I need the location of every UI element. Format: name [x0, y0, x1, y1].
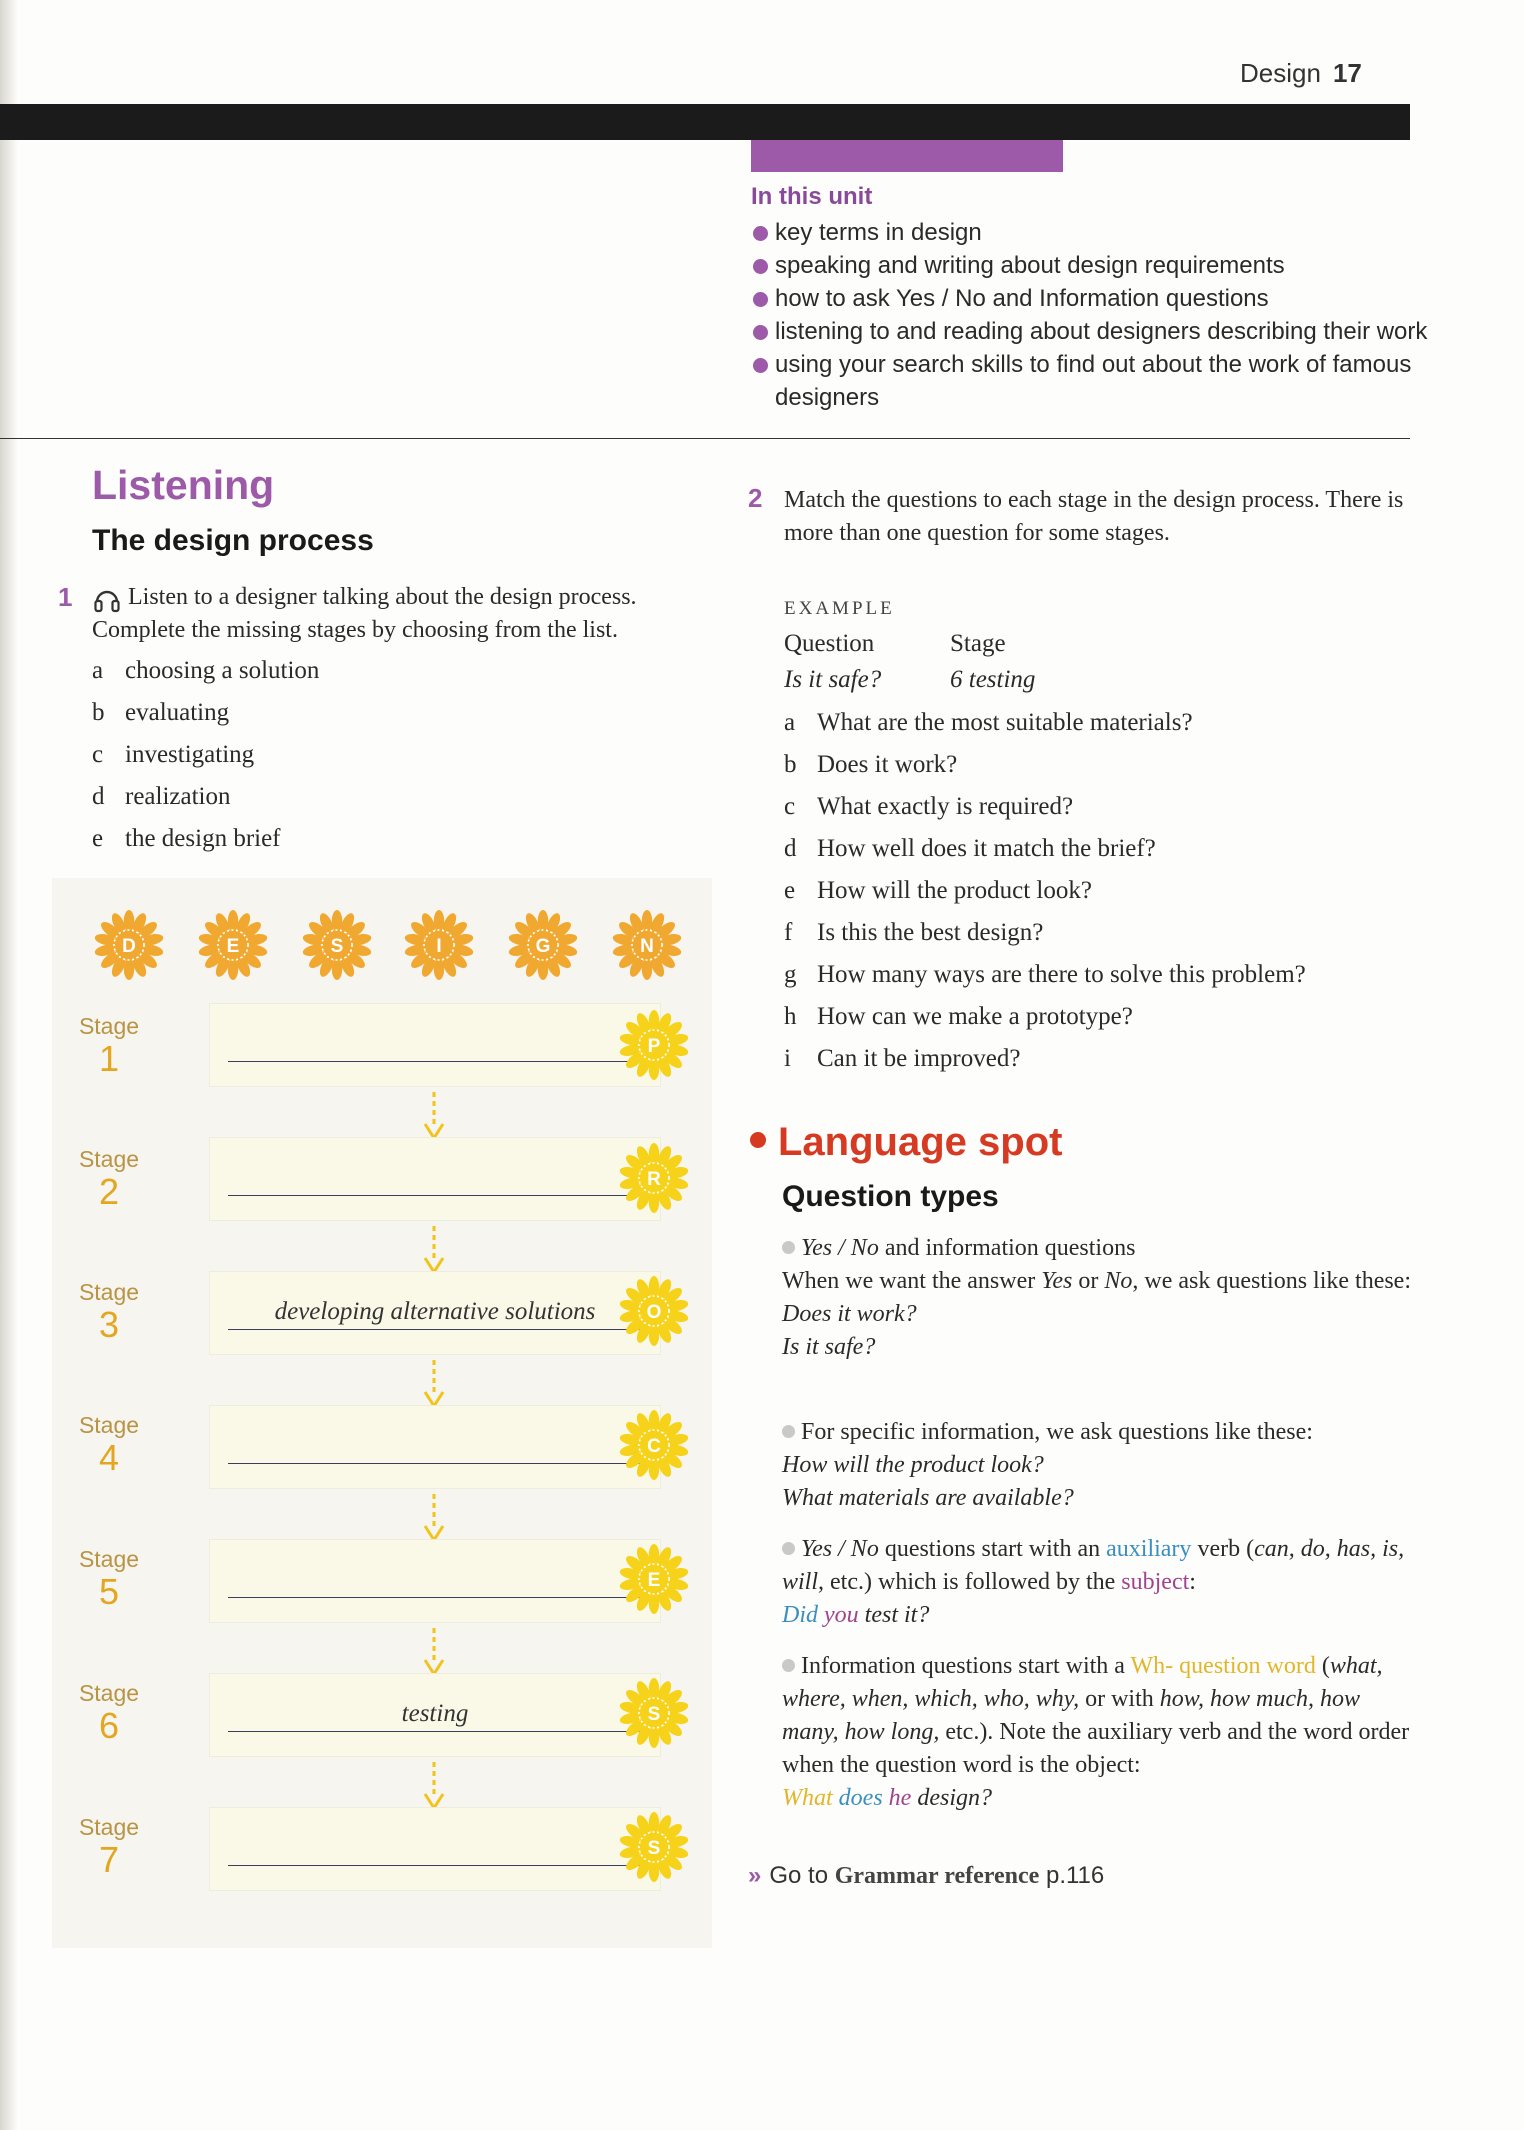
stage-label: Stage 1: [78, 1013, 140, 1079]
arrow-down-icon: [422, 1760, 446, 1812]
flower-letter-icon: [617, 1542, 691, 1616]
language-point-3: Yes / No questions start with an auxiliary verb (can, do, has, is, will, etc.) which is followed by the subject: Did you test it?: [782, 1536, 1405, 1628]
grey-bullet-icon: [782, 1241, 795, 1254]
grammar-reference-link[interactable]: » Go to Grammar reference p.116: [748, 1862, 1105, 1889]
stage-answer-box[interactable]: [210, 1004, 660, 1086]
flower-letter-icon: [92, 908, 166, 982]
svg-text:R: R: [647, 1169, 661, 1190]
svg-text:I: I: [436, 936, 442, 957]
example-col-stage: Stage: [950, 630, 1006, 657]
svg-text:N: N: [640, 936, 654, 957]
design-process-diagram: [52, 878, 712, 1948]
example-label: EXAMPLE: [784, 598, 895, 619]
flower-letter-icon: [617, 1008, 691, 1082]
unit-box-list: [751, 216, 1431, 414]
list-item: i Can it be improved?: [784, 1045, 1021, 1072]
unit-item: key terms in design: [751, 216, 1431, 249]
top-black-bar: [0, 104, 1410, 140]
svg-text:S: S: [647, 1704, 661, 1725]
example-question: Is it safe?: [784, 666, 882, 693]
flower-letter-icon: [617, 1676, 691, 1750]
list-item: d How well does it match the brief?: [784, 835, 1156, 862]
svg-text:S: S: [647, 1838, 661, 1859]
flower-letter-icon: [300, 908, 374, 982]
list-item: g How many ways are there to solve this problem?: [784, 961, 1306, 988]
svg-text:E: E: [647, 1570, 661, 1591]
flower-letter-icon: [617, 1810, 691, 1884]
stage-answer-box: testing: [210, 1674, 660, 1756]
exercise-1-number: 1: [58, 582, 73, 612]
stage-label: Stage 3: [78, 1279, 140, 1345]
stage-answer-box[interactable]: [210, 1406, 660, 1488]
exercise-2-instruction: Match the questions to each stage in the design process. There is more than one question for some stages.: [784, 487, 1404, 546]
list-item: e the design brief: [92, 825, 281, 852]
exercise-2-number: 2: [748, 483, 763, 513]
stage-answer-box[interactable]: [210, 1138, 660, 1220]
list-item: c investigating: [92, 741, 255, 768]
section-divider: [0, 438, 1410, 439]
unit-purple-bar: [751, 140, 1063, 172]
svg-text:E: E: [226, 936, 240, 957]
arrow-down-icon: [422, 1626, 446, 1678]
svg-text:P: P: [647, 1036, 661, 1057]
exercise-2-questions: [784, 702, 1306, 1080]
svg-text:S: S: [330, 936, 344, 957]
list-item: a choosing a solution: [92, 657, 320, 684]
flower-letter-icon: [617, 1274, 691, 1348]
list-item: h How can we make a prototype?: [784, 1003, 1133, 1030]
list-item: f Is this the best design?: [784, 919, 1044, 946]
arrow-down-icon: [422, 1358, 446, 1410]
language-point-4: Information questions start with a Wh- question word (what, where, when, which, who, why, or with how, how much, how many, how long, etc.). Note the auxiliary verb and the word order when the question word is the object: What does he design?: [782, 1653, 1410, 1811]
page-number: 17: [1332, 58, 1362, 88]
list-item: d realization: [92, 783, 231, 810]
language-spot-heading: Language spot: [750, 1120, 1062, 1165]
example-col-question: Question: [784, 630, 875, 657]
example-stage: 6 testing: [950, 666, 1036, 693]
red-bullet-icon: [750, 1132, 766, 1148]
stage-label: Stage 6: [78, 1680, 140, 1746]
unit-item: using your search skills to find out about the work of famous designers: [751, 348, 1431, 414]
list-item: c What exactly is required?: [784, 793, 1074, 820]
grey-bullet-icon: [782, 1542, 795, 1555]
stage-answer-box[interactable]: [210, 1540, 660, 1622]
grey-bullet-icon: [782, 1425, 795, 1438]
flower-letter-icon: [506, 908, 580, 982]
stage-label: Stage 5: [78, 1546, 140, 1612]
stage-label: Stage 7: [78, 1814, 140, 1880]
svg-text:O: O: [646, 1302, 662, 1323]
unit-box-title: In this unit: [751, 183, 873, 210]
list-item: e How will the product look?: [784, 877, 1092, 904]
svg-text:C: C: [647, 1436, 661, 1457]
flower-letter-icon: [402, 908, 476, 982]
listening-heading: Listening: [92, 462, 275, 508]
exercise-1-options: [92, 650, 319, 860]
unit-item: listening to and reading about designers describing their work: [751, 315, 1431, 348]
svg-text:D: D: [122, 936, 136, 957]
running-head: [1240, 58, 1362, 89]
arrow-down-icon: [422, 1224, 446, 1276]
running-head-section: Design: [1240, 58, 1321, 88]
list-item: b evaluating: [92, 699, 230, 726]
flower-letter-icon: [617, 1141, 691, 1215]
stage-label: Stage 4: [78, 1412, 140, 1478]
flower-letter-icon: [196, 908, 270, 982]
arrow-down-icon: [422, 1492, 446, 1544]
double-chevron-icon: »: [748, 1862, 762, 1889]
svg-text:G: G: [535, 936, 551, 957]
list-item: a What are the most suitable materials?: [784, 709, 1193, 736]
flower-letter-icon: [610, 908, 684, 982]
grey-bullet-icon: [782, 1659, 795, 1672]
list-item: b Does it work?: [784, 751, 958, 778]
unit-item: speaking and writing about design requirements: [751, 249, 1431, 282]
language-point-2: For specific information, we ask questions like these: How will the product look? What materials are available?: [782, 1419, 1313, 1511]
arrow-down-icon: [422, 1090, 446, 1142]
language-point-1: Yes / No and information questions When we want the answer Yes or No, we ask questions like these: Does it work? Is it safe?: [782, 1235, 1412, 1360]
stage-answer-box[interactable]: [210, 1808, 660, 1890]
flower-letter-icon: [617, 1408, 691, 1482]
stage-label: Stage 2: [78, 1146, 140, 1212]
unit-item: how to ask Yes / No and Information questions: [751, 282, 1431, 315]
exercise-1-instruction: Listen to a designer talking about the design process. Complete the missing stages by choosing from the list.: [92, 584, 637, 643]
listening-subheading: The design process: [92, 524, 374, 557]
stage-answer-box: developing alternative solutions: [210, 1272, 660, 1354]
language-spot-subheading: Question types: [782, 1180, 999, 1213]
page-gutter-shadow: [0, 0, 18, 2130]
